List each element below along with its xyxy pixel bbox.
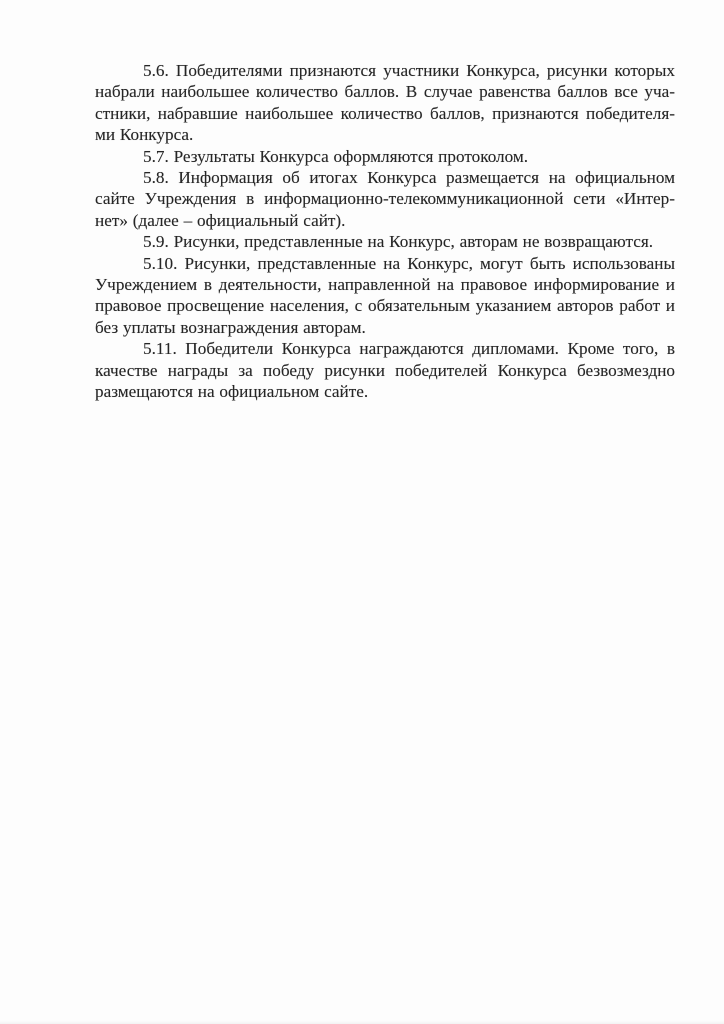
text-line: сайте Учреждения в информационно-телекоммуникационной сети «Интер- xyxy=(95,189,675,209)
paragraph xyxy=(95,60,675,146)
text-line: 5.6. Победителями признаются участники Конкурса, рисунки которых xyxy=(143,61,675,80)
document-text-block xyxy=(95,60,675,403)
text-line: правовое просвещение населения, с обязательным указанием авторов работ и xyxy=(95,296,675,316)
text-line: размещаются на официальном сайте. xyxy=(95,382,369,402)
paragraph xyxy=(95,231,675,252)
text-line: Учреждением в деятельности, направленной на правовое информирование и xyxy=(95,275,675,295)
text-line: нет» (далее – официальный сайт). xyxy=(95,210,346,230)
text-line: 5.10. Рисунки, представленные на Конкурс, могут быть использованы xyxy=(143,253,675,273)
paragraph xyxy=(95,338,675,402)
scan-edge-shadow xyxy=(0,1020,724,1024)
text-line: 5.11. Победители Конкурса награждаются дипломами. Кроме того, в xyxy=(143,339,675,359)
text-line: ми Конкурса. xyxy=(95,125,194,145)
text-line: качестве награды за победу рисунки победителей Конкурса безвозмездно xyxy=(95,360,675,380)
paragraph xyxy=(95,167,675,231)
text-line: стники, набравшие наибольшее количество баллов, признаются победителя- xyxy=(95,103,675,123)
text-line: без уплаты вознаграждения авторам. xyxy=(95,317,366,337)
text-line: 5.9. Рисунки, представленные на Конкурс, авторам не возвращаются. xyxy=(143,232,654,252)
text-line: набрали наибольшее количество баллов. В случае равенства баллов все уча- xyxy=(95,82,675,102)
paragraph xyxy=(95,146,675,167)
text-line: 5.8. Информация об итогах Конкурса размещается на официальном xyxy=(143,168,675,188)
paragraph xyxy=(95,253,675,339)
text-line: 5.7. Результаты Конкурса оформляются протоколом. xyxy=(143,146,529,166)
